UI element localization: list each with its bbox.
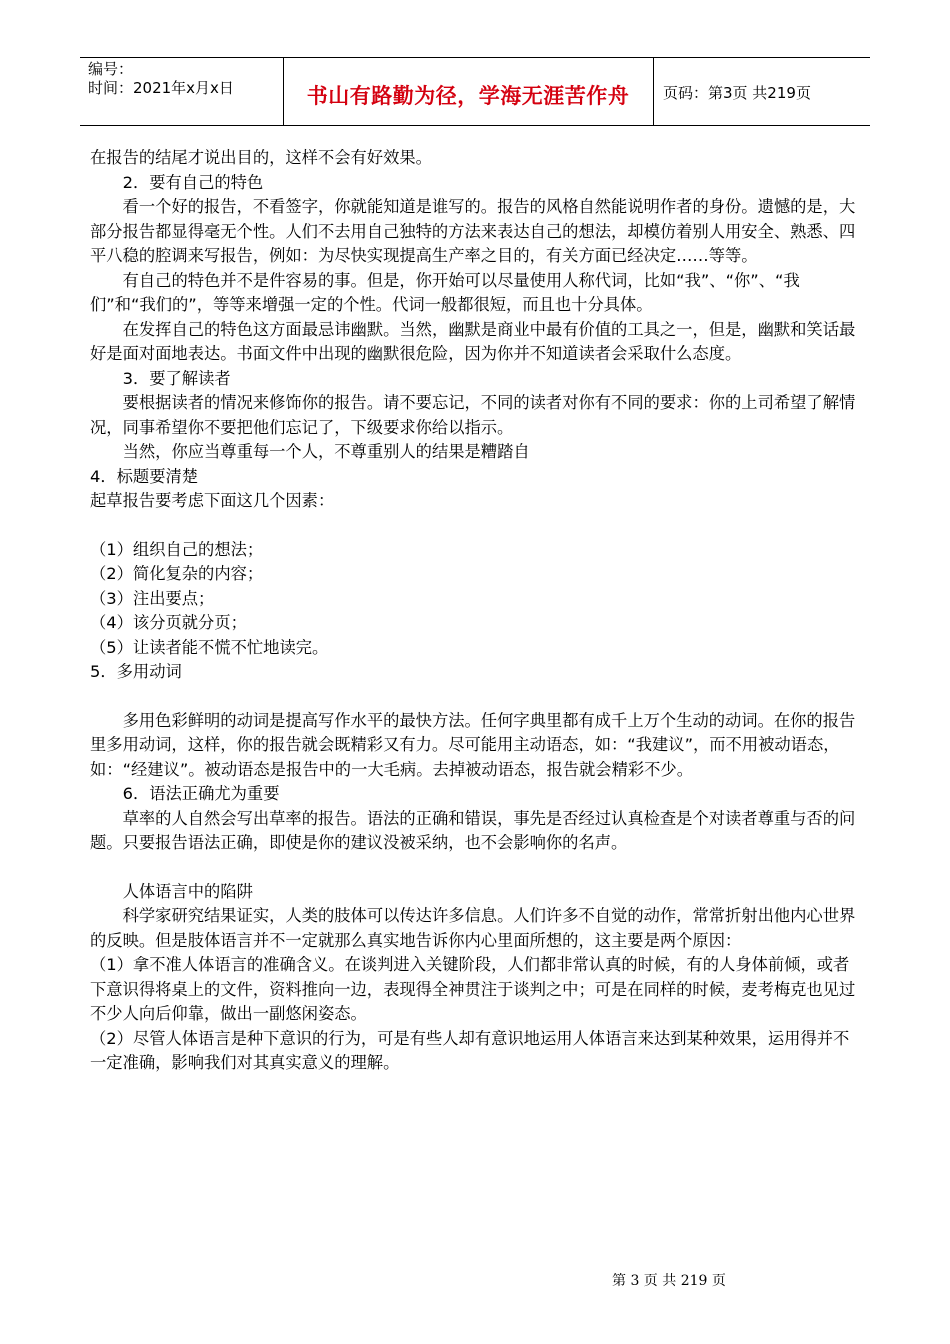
paragraph: 人体语言中的陷阱 — [122, 881, 253, 901]
header-time: 时间：2021年x月x日 — [88, 79, 234, 97]
paragraph: 6．语法正确尤为重要 — [122, 784, 280, 803]
paragraph: （2）尽管人体语言是种下意识的行为，可是有些人却有意识地运用人体语言来达到某种效果，运用得并不一定准确，影响我们对其真实意义的理解。 — [90, 1028, 850, 1072]
header-number-label: 编号： — [88, 60, 134, 78]
paragraph: 2．要有自己的特色 — [122, 172, 264, 192]
paragraph: （2）简化复杂的内容； — [90, 564, 264, 583]
paragraph: （1）组织自己的想法； — [90, 539, 264, 559]
header-meta — [88, 60, 234, 98]
paragraph: 看一个好的报告，不看签字，你就能知道是谁写的。报告的风格自然能说明作者的身份。遗憾的是，大部分报告都显得毫无个性。人们不去用自己独特的方法来表达自己的想法，却模仿着别人用安全、熟悉、四平八稳的腔调来写报告，例如：为尽快实现提高生产率之目的，有关方面已经决定……等等。 — [90, 197, 856, 265]
page-footer: 第 3 页 共 219 页 — [612, 1273, 726, 1289]
paragraph: 5．多用动词 — [90, 662, 182, 681]
paragraph: 多用色彩鲜明的动词是提高写作水平的最快方法。任何字典里都有成千上万个生动的动词。在你的报告里多用动词，这样，你的报告就会既精彩又有力。尽可能用主动语态，如：“我建议”，而不用被动语态，如：“经建议”。被动语态是报告中的一大毛病。去掉被动语态，报告就会精彩不少。 — [90, 710, 856, 779]
paragraph: 在报告的结尾才说出目的，这样不会有好效果。 — [90, 148, 432, 167]
paragraph: 科学家研究结果证实，人类的肢体可以传达许多信息。人们许多不自觉的动作，常常折射出他内心世界的反映。但是肢体语言并不一定就那么真实地告诉你内心里面所想的，这主要是两个原因： — [90, 906, 856, 950]
paragraph: 在发挥自己的特色这方面最忌讳幽默。当然，幽默是商业中最有价值的工具之一，但是，幽默和笑话最好是面对面地表达。书面文件中出现的幽默很危险，因为你并不知道读者会采取什么态度。 — [90, 319, 856, 363]
paragraph: （1）拿不准人体语言的准确含义。在谈判进入关键阶段，人们都非常认真的时候，有的人身体前倾，或者下意识得将桌上的文件，资料推向一边，表现得全神贯注于谈判之中；可是在同样的时候，麦考梅克也见过不少人向后仰靠，做出一副悠闲姿态。 — [90, 955, 856, 1023]
paragraph: 要根据读者的情况来修饰你的报告。请不要忘记，不同的读者对你有不同的要求：你的上司希望了解情况，同事希望你不要把他们忘记了，下级要求你给以指示。 — [90, 393, 856, 437]
header-divider-right — [653, 57, 654, 125]
header-page-info: 页码：第3页 共219页 — [663, 84, 811, 102]
header-bottom-rule — [80, 125, 870, 126]
header-top-rule — [80, 57, 870, 58]
paragraph: 有自己的特色并不是件容易的事。但是，你开始可以尽量使用人称代词，比如“我”、“你”、“我们”和“我们的”，等等来增强一定的个性。代词一般都很短，而且也十分具体。 — [90, 270, 800, 314]
paragraph: 3．要了解读者 — [122, 368, 231, 388]
paragraph-spacer — [90, 685, 865, 709]
paragraph: 起草报告要考虑下面这几个因素： — [90, 491, 335, 510]
paragraph: 当然，你应当尊重每一个人，不尊重别人的结果是糟踏自 — [122, 442, 530, 461]
paragraph-spacer — [90, 514, 865, 538]
paragraph: 4．标题要清楚 — [90, 466, 199, 486]
paragraph: 草率的人自然会写出草率的报告。语法的正确和错误，事先是否经过认真检查是个对读者尊重与否的问题。只要报告语法正确，即使是你的建议没被采纳，也不会影响你的名声。 — [90, 808, 856, 852]
paragraph-spacer — [90, 856, 865, 880]
document-body — [90, 146, 865, 1076]
paragraph: （4）该分页就分页； — [90, 613, 247, 632]
paragraph: （5）让读者能不慌不忙地读完。 — [90, 637, 329, 657]
paragraph: （3）注出要点； — [90, 588, 215, 608]
header-motto: 书山有路勤为径，学海无涯苦作舟 — [306, 84, 630, 108]
